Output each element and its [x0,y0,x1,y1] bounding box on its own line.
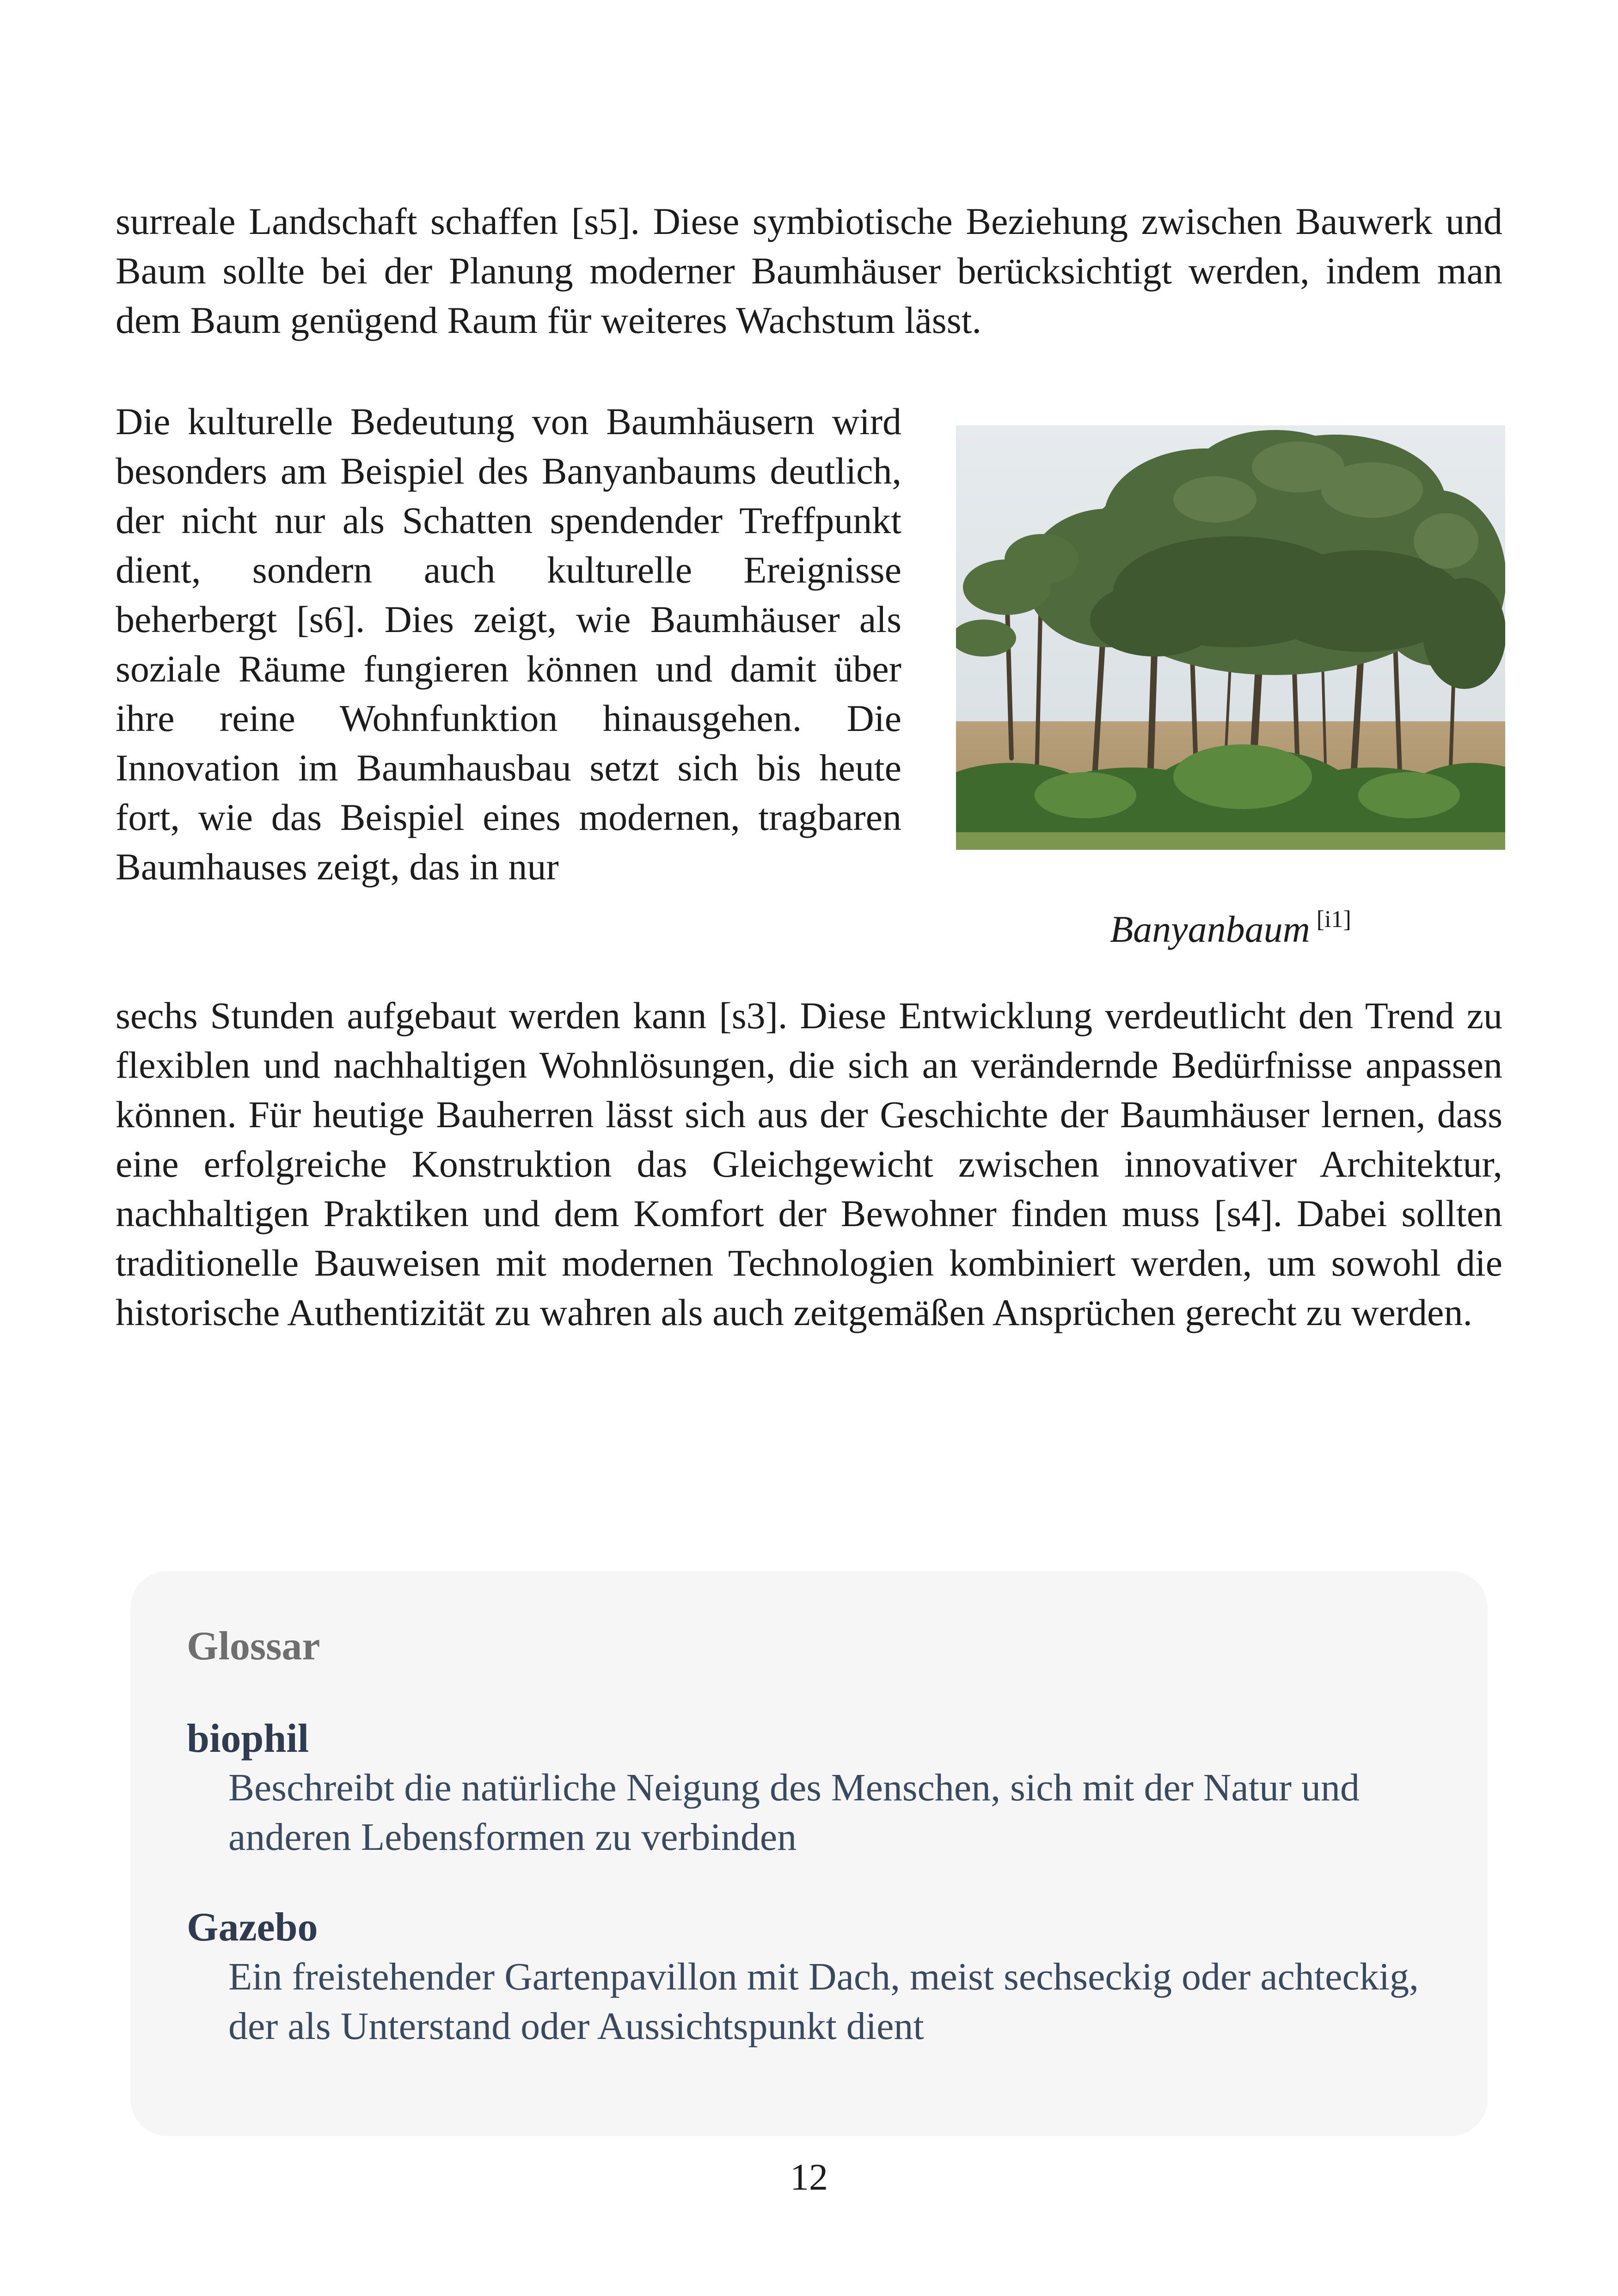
glossary-definition: Beschreibt die natürliche Neigung des Menschen, sich mit der Natur und anderen Lebensformen zu verbinden [228,1766,1360,1859]
page-number: 12 [790,2156,828,2198]
glossary-heading: Glossar [187,1624,320,1669]
glossary-term: Gazebo [187,1905,318,1950]
body-paragraph-1: surreale Landschaft schaffen [s5]. Diese symbiotische Beziehung zwischen Bauwerk und Baum sollte bei der Planung moderner Baumhäuser berücksichtigt werden, indem man dem Baum genügend Raum für weiteres Wachstum lässt. [116,200,1502,341]
body-paragraph-3: sechs Stunden aufgebaut werden kann [s3]. Diese Entwicklung verdeutlicht den Trend zu flexiblen und nachhaltigen Wohnlösungen, die sich an verändernde Bedürfnisse anpassen können. Für heutige Bauherren lässt sich aus der Geschichte der Baumhäuser lernen, dass eine erfolgreiche Konstruktion das Gleichgewicht zwischen innovativer Architektur, nachhaltigen Praktiken und dem Komfort der Bewohner finden muss [s4]. Dabei sollten traditionelle Bauweisen mit modernen Technologien kombiniert werden, um sowohl die historische Authentizität zu wahren als auch zeitgemäßen Ansprüchen gerecht zu werden. [116,995,1502,1333]
figure-image-reference: [i1] [1316,906,1351,933]
glossary-definition: Ein freistehender Gartenpavillon mit Dach, meist sechseckig oder achteckig, der als Unterstand oder Aussichtspunkt dient [228,1955,1419,2048]
figure-caption-title: Banyanbaum [1110,908,1310,950]
glossary-box [130,1571,1488,2136]
figure-caption [956,895,1505,954]
glossary-term: biophil [187,1716,309,1761]
body-paragraph-2: Die kulturelle Bedeutung von Baumhäusern wird besonders am Beispiel des Banyanbaums deutlich, der nicht nur als Schatten spendender Treffpunkt dient, sondern auch kulturelle Ereignisse beherbergt [s6]. Dies zeigt, wie Baumhäuser als soziale Räume fungieren können und damit über ihre reine Wohnfunktion hinausgehen. Die Innovation im Baumhausbau setzt sich bis heute fort, wie das Beispiel eines modernen, tragbaren Baumhauses zeigt, das in nur [116,400,901,888]
banyan-tree-photo [956,425,1505,850]
